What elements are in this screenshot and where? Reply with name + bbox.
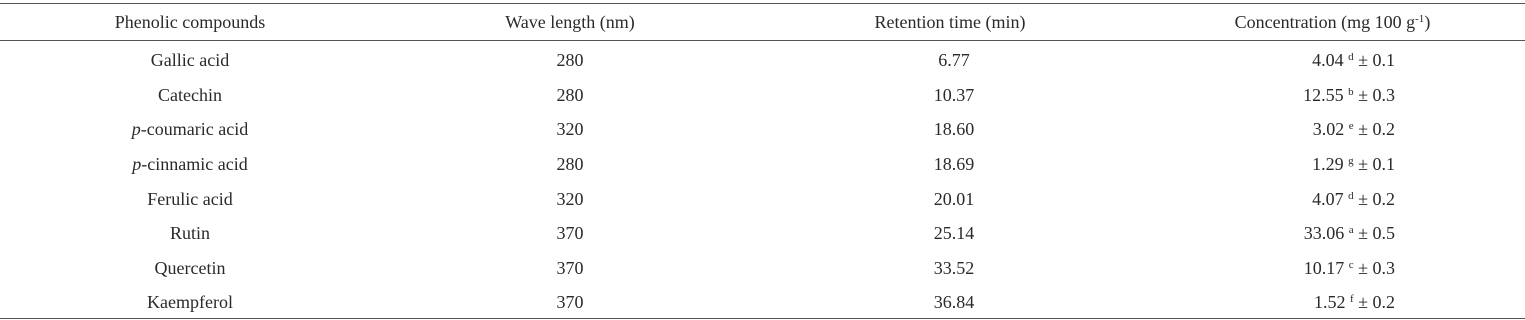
concentration-cell [1140, 78, 1525, 113]
concentration-sd: ± 0.5 [1358, 223, 1395, 244]
header-row [0, 5, 1525, 40]
header-concentration-prefix: Concentration (mg 100 g [1234, 12, 1416, 32]
retention-cell [760, 285, 1140, 320]
compound-name: Gallic acid [150, 50, 230, 71]
header-wavelength: Wave length (nm) [505, 12, 635, 32]
concentration-value: 12.55 [1303, 84, 1344, 105]
retention-value: 10.37 [933, 84, 975, 105]
significance-letter: c [1348, 258, 1354, 271]
wavelength-cell: 280 [556, 50, 584, 71]
wavelength-cell: 320 [556, 188, 584, 209]
wavelength-cell: 280 [556, 154, 584, 175]
concentration-value: 4.07 [1312, 188, 1344, 209]
table-row [0, 181, 1525, 216]
compound-name: Catechin [158, 84, 222, 105]
concentration-cell [1140, 251, 1525, 286]
compound-name-cell [0, 251, 380, 286]
compound-name-cell [0, 181, 380, 216]
compound-name-cell [0, 78, 380, 113]
concentration-cell [1140, 147, 1525, 182]
retention-value: 25.14 [933, 223, 975, 244]
compound-name: Rutin [169, 223, 210, 244]
compound-prefix: p [132, 154, 142, 175]
header-concentration [1140, 5, 1525, 40]
concentration-sd: ± 0.3 [1358, 257, 1395, 278]
concentration-value: 3.02 [1312, 119, 1345, 140]
compound-name: Quercetin [154, 257, 226, 278]
retention-value: 18.60 [933, 119, 975, 140]
table-row [0, 147, 1525, 182]
concentration-cell [1140, 112, 1525, 147]
concentration-value: 4.04 [1312, 50, 1344, 71]
retention-cell [760, 78, 1140, 113]
compound-name-cell [0, 147, 380, 182]
wavelength-cell: 280 [556, 84, 584, 105]
significance-letter: g [1348, 155, 1354, 168]
compound-name: Ferulic acid [147, 188, 233, 209]
wavelength-cell: 370 [556, 292, 584, 313]
table-body [0, 40, 1525, 320]
concentration-cell [1140, 181, 1525, 216]
significance-letter: e [1348, 120, 1354, 133]
retention-cell [760, 112, 1140, 147]
concentration-sd: ± 0.2 [1358, 119, 1395, 140]
table-row [0, 285, 1525, 320]
concentration-value: 1.52 [1313, 292, 1346, 313]
concentration-sd: ± 0.1 [1358, 50, 1395, 71]
concentration-sd: ± 0.2 [1358, 188, 1395, 209]
table-row [0, 251, 1525, 286]
retention-value: 18.69 [933, 154, 975, 175]
concentration-sd: ± 0.2 [1358, 292, 1395, 313]
wavelength-cell: 370 [556, 257, 584, 278]
table-row [0, 112, 1525, 147]
concentration-sd: ± 0.1 [1358, 154, 1395, 175]
compound-prefix: p [131, 119, 141, 140]
retention-cell [760, 216, 1140, 251]
header-compound: Phenolic compounds [114, 12, 266, 32]
compound-name: -coumaric acid [140, 119, 249, 140]
concentration-cell [1140, 285, 1525, 320]
table-row [0, 216, 1525, 251]
concentration-value: 1.29 [1312, 154, 1344, 175]
table-header [0, 5, 1525, 40]
compound-name-cell [0, 40, 380, 78]
header-concentration-suffix: ) [1424, 12, 1431, 32]
significance-letter: f [1349, 293, 1354, 306]
concentration-sd: ± 0.3 [1358, 84, 1395, 105]
concentration-cell [1140, 216, 1525, 251]
concentration-value: 33.06 [1303, 223, 1345, 244]
compound-name-cell [0, 112, 380, 147]
table-row [0, 78, 1525, 113]
significance-letter: d [1348, 51, 1354, 64]
retention-cell [760, 40, 1140, 78]
table-top-rule [0, 3, 1525, 4]
compound-name: Kaempferol [147, 292, 233, 313]
header-retention: Retention time (min) [874, 12, 1026, 32]
header-concentration-sup: -1 [1415, 13, 1425, 25]
retention-cell [760, 181, 1140, 216]
significance-letter: d [1348, 189, 1354, 202]
wavelength-cell: 370 [556, 223, 584, 244]
concentration-value: 10.17 [1303, 257, 1345, 278]
compound-name-cell [0, 285, 380, 320]
retention-value: 33.52 [933, 257, 975, 278]
significance-letter: b [1348, 85, 1354, 98]
retention-value: 6.77 [938, 50, 970, 71]
significance-letter: a [1348, 224, 1354, 237]
retention-value: 36.84 [933, 292, 975, 313]
concentration-cell [1140, 40, 1525, 78]
wavelength-cell: 320 [556, 119, 584, 140]
compound-name: -cinnamic acid [141, 154, 248, 175]
phenolic-compounds-table [0, 5, 1525, 320]
retention-cell [760, 251, 1140, 286]
table-row [0, 40, 1525, 78]
compound-name-cell [0, 216, 380, 251]
retention-cell [760, 147, 1140, 182]
retention-value: 20.01 [933, 188, 975, 209]
